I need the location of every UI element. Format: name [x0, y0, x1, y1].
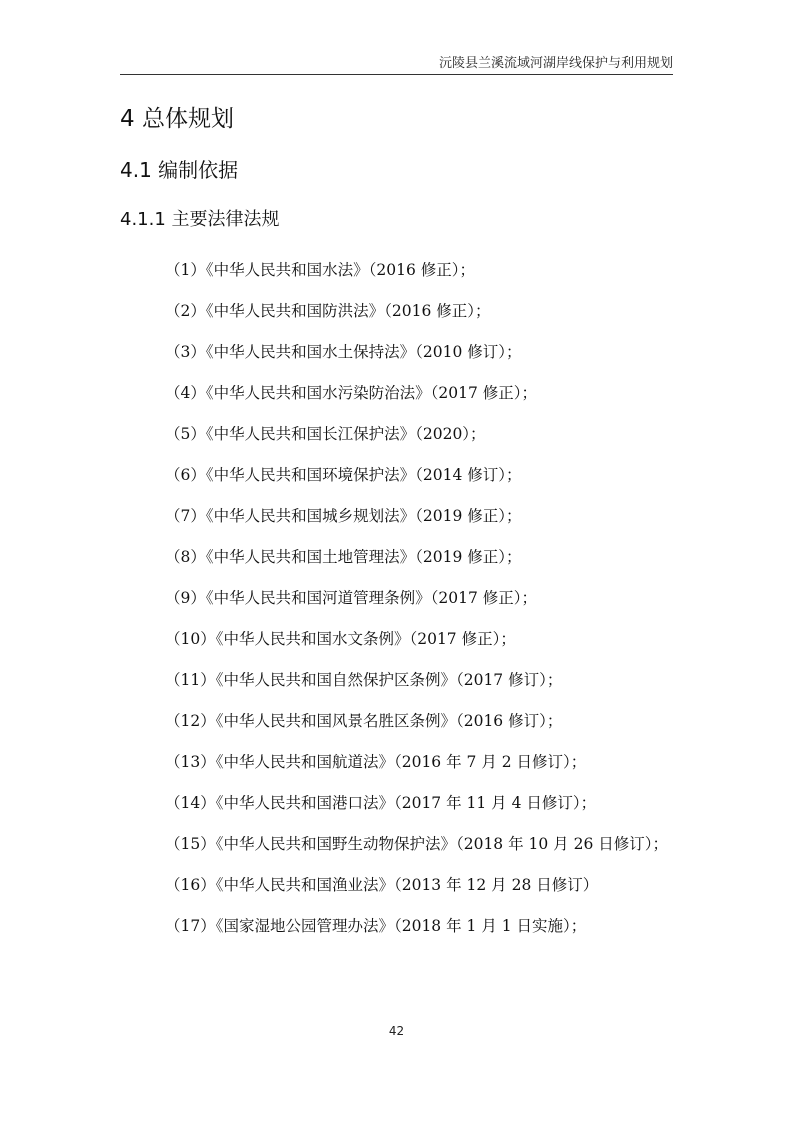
law-item-3: （3）《中华人民共和国水土保持法》（2010 修订）； [165, 343, 522, 361]
law-item-5: （5）《中华人民共和国长江保护法》（2020）； [165, 425, 486, 443]
law-item-14: （14）《中华人民共和国港口法》（2017 年 11 月 4 日修订）； [165, 794, 597, 812]
header-divider [120, 74, 673, 75]
law-item-13: （13）《中华人民共和国航道法》（2016 年 7 月 2 日修订）； [165, 753, 587, 771]
law-item-15: （15）《中华人民共和国野生动物保护法》（2018 年 10 月 26 日修订）； [165, 835, 669, 853]
law-item-9: （9）《中华人民共和国河道管理条例》（2017 修正）； [165, 589, 537, 607]
chapter-heading: 4 总体规划 [120, 106, 234, 132]
law-item-6: （6）《中华人民共和国环境保护法》（2014 修订）； [165, 466, 522, 484]
law-item-11: （11）《中华人民共和国自然保护区条例》（2017 修订）； [165, 671, 563, 689]
section-heading: 4.1 编制依据 [120, 158, 239, 182]
law-item-8: （8）《中华人民共和国土地管理法》（2019 修正）； [165, 548, 522, 566]
law-item-12: （12）《中华人民共和国风景名胜区条例》（2016 修订）； [165, 712, 563, 730]
law-item-17: （17）《国家湿地公园管理办法》（2018 年 1 月 1 日实施）； [165, 917, 587, 935]
law-item-4: （4）《中华人民共和国水污染防治法》（2017 修正）； [165, 384, 537, 402]
running-header: 沅陵县兰溪流域河湖岸线保护与利用规划 [438, 56, 673, 71]
law-list [120, 250, 673, 947]
law-item-7: （7）《中华人民共和国城乡规划法》（2019 修正）； [165, 507, 522, 525]
page-number: 42 [388, 1024, 405, 1038]
law-item-10: （10）《中华人民共和国水文条例》（2017 修正）； [165, 630, 516, 648]
law-item-1: （1）《中华人民共和国水法》（2016 修正）； [165, 261, 475, 279]
law-item-16: （16）《中华人民共和国渔业法》（2013 年 12 月 28 日修订） [165, 876, 599, 894]
law-item-2: （2）《中华人民共和国防洪法》（2016 修正）； [165, 302, 491, 320]
subsection-heading: 4.1.1 主要法律法规 [120, 209, 280, 230]
